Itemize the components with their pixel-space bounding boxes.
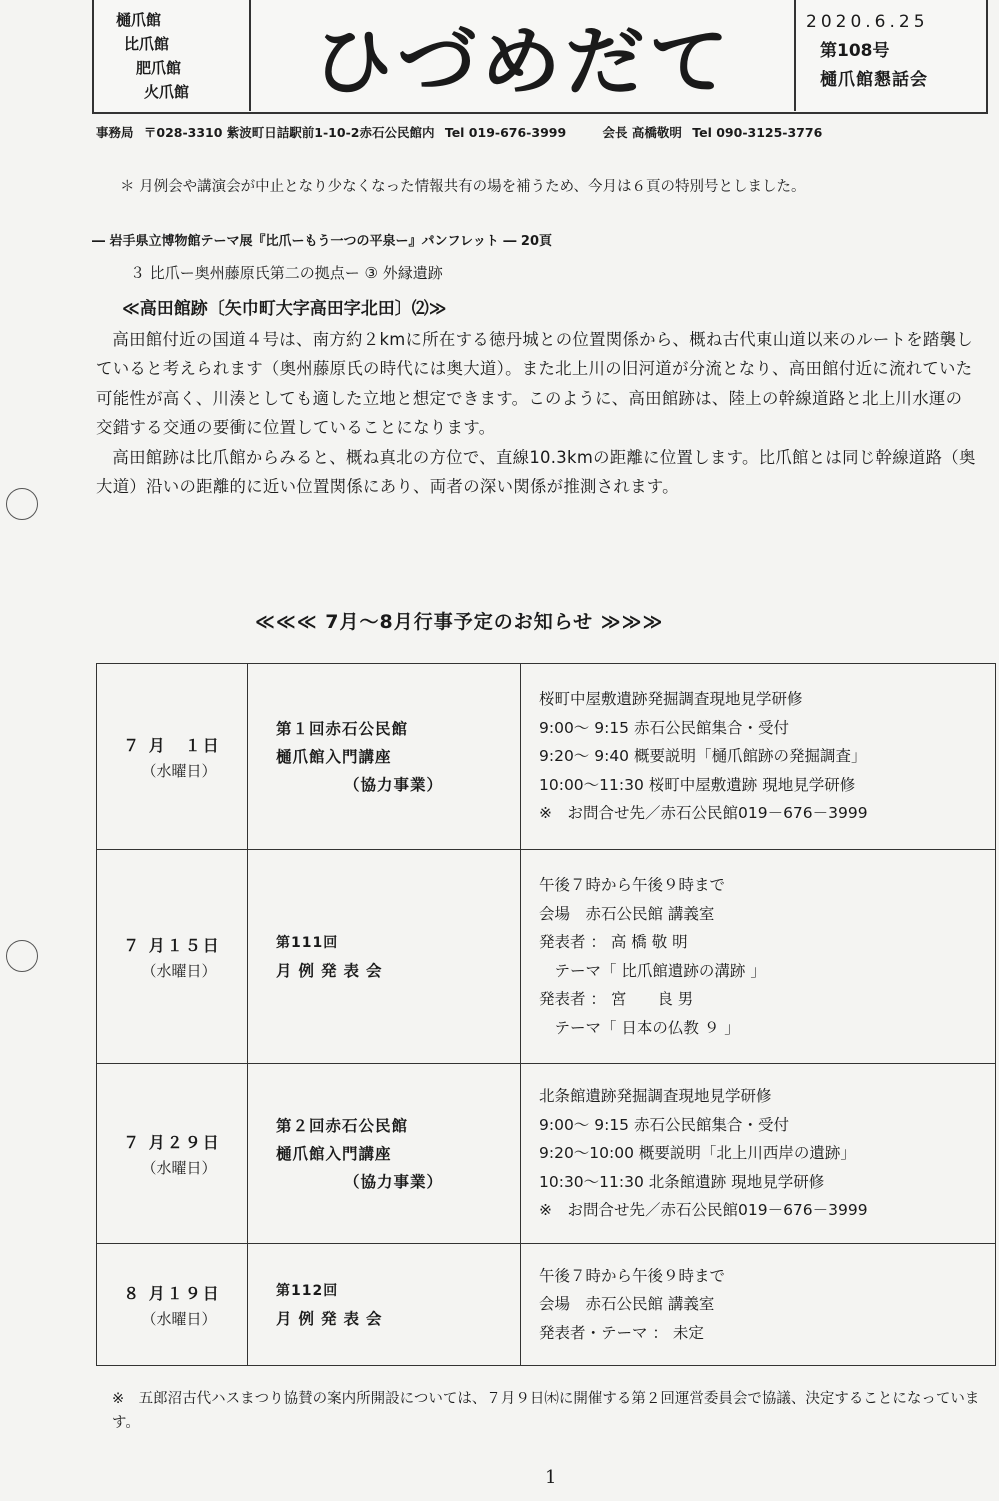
event-weekday: （水曜日） (141, 961, 217, 980)
detail-line: 10:30～11:30 北条館遺跡 現地見学研修 (539, 1172, 825, 1191)
event-title: 樋爪館入門講座 (276, 747, 392, 766)
event-title: 第２回赤石公民館 (276, 1116, 409, 1135)
punch-hole-icon (6, 488, 38, 520)
footnote: ※ 五郎沼古代ハスまつり協賛の案内所開設については、７月９日㈭に開催する第２回運営委員会で協議、決定することになっています。 (112, 1391, 980, 1431)
detail-cell (521, 1244, 996, 1366)
source-reference: ― 岩手県立博物館テーマ展『比爪ーもう一つの平泉ー』パンフレット ― 20頁 (92, 234, 553, 249)
detail-line: 桜町中屋敷遺跡発掘調査現地見学研修 (539, 690, 803, 709)
detail-line: ※ お問合せ先／赤石公民館019－676－3999 (539, 804, 868, 823)
event-title: 樋爪館入門講座 (276, 1144, 392, 1163)
detail-line: 9:00～ 9:15 赤石公民館集合・受付 (539, 1115, 789, 1134)
detail-cell (521, 664, 996, 850)
name-hizumedate-4: 火爪館 (144, 83, 190, 101)
detail-line: 発表者 ： 宮 良 男 (539, 990, 694, 1008)
detail-line: 9:20～10:00 概要説明「北上川西岸の遺跡」 (539, 1144, 856, 1163)
section-heading: ３ 比爪ー奥州藤原氏第二の拠点ー ③ 外縁遺跡 (130, 264, 443, 282)
date-cell (97, 850, 248, 1064)
detail-line: 10:00～11:30 桜町中屋敷遺跡 現地見学研修 (539, 775, 856, 794)
events-heading: ≪≪≪ 7月～8月行事予定のお知らせ ≫≫≫ (255, 611, 664, 633)
article-subtitle: ≪高田館跡〔矢巾町大字高田字北田〕⑵≫ (122, 299, 447, 319)
event-cell (248, 664, 521, 850)
detail-line: 9:20～ 9:40 概要説明「樋爪館跡の発掘調査」 (539, 747, 867, 766)
punch-hole-icon (6, 940, 38, 972)
detail-line: テーマ「 日本の仏教 ９ 」 (539, 1018, 740, 1037)
masthead-names (112, 8, 189, 104)
chair-tel: Tel 090-3125-3776 (692, 125, 823, 140)
detail-line: 午後７時から午後９時まで (539, 1266, 726, 1285)
event-title: （協力事業） (344, 775, 444, 794)
newsletter-title: ひづめだて (312, 17, 733, 106)
issue-info (806, 8, 982, 95)
event-cell (248, 1064, 521, 1244)
article-body (96, 325, 976, 501)
date-cell (97, 664, 248, 850)
event-title: 第112回 (276, 1282, 339, 1299)
detail-line: 会場 赤石公民館 講義室 (539, 1295, 715, 1314)
masthead (92, 0, 988, 114)
detail-line: 会場 赤石公民館 講義室 (539, 904, 715, 923)
event-cell (248, 850, 521, 1064)
event-weekday: （水曜日） (141, 761, 217, 780)
event-title: 第１回赤石公民館 (276, 719, 409, 738)
detail-line: 9:00～ 9:15 赤石公民館集合・受付 (539, 718, 789, 737)
chair-name: 会長 高橋敬明 (602, 125, 682, 140)
event-weekday: （水曜日） (141, 1158, 217, 1177)
event-date: ８ 月１９日 (123, 1283, 221, 1303)
event-weekday: （水曜日） (141, 1309, 217, 1328)
detail-line: 北条館遺跡発掘調査現地見学研修 (539, 1087, 772, 1106)
event-cell (248, 1244, 521, 1366)
article-paragraph: 高田館付近の国道４号は、南方約２kmに所在する徳丹城との位置関係から、概ね古代東山道以来のルートを踏襲していると考えられます（奥州藤原氏の時代には奥大道）。また北上川の旧河道が分流となり、高田館付近に流れていた可能性が高く、川湊としても適した立地と想定できます。このように、高田館跡は、陸上の幹線道路と北上川水運の交錯する交通の要衝に位置していることになります。 (96, 330, 973, 438)
schedule-row (97, 850, 996, 1064)
name-hizumedate-2: 比爪館 (124, 35, 170, 53)
detail-line: 午後７時から午後９時まで (539, 876, 726, 894)
schedule-row (97, 1244, 996, 1366)
event-title: 月例発表会 (276, 961, 389, 980)
schedule-table (96, 663, 996, 1366)
special-issue-notice: ＊ 月例会や講演会が中止となり少なくなった情報共有の場を補うため、今月は６頁の特別号としました。 (120, 179, 806, 195)
detail-line: 発表者 ： 高 橋 敬 明 (539, 933, 688, 951)
name-hizumedate-1: 樋爪館 (116, 11, 162, 29)
event-title: 第111回 (276, 934, 339, 951)
event-title: 月例発表会 (276, 1309, 389, 1328)
organization-name: 樋爪館懇話会 (820, 70, 928, 90)
issue-date: 2020.6.25 (806, 12, 929, 32)
event-date: ７ 月 １日 (123, 735, 221, 755)
issue-number: 第108号 (820, 41, 890, 61)
office-tel: Tel 019-676-3999 (444, 125, 567, 140)
name-hizumedate-3: 肥爪館 (136, 59, 182, 77)
schedule-row (97, 664, 996, 850)
event-title: （協力事業） (344, 1172, 444, 1191)
detail-line: 発表者・テーマ ： 未定 (539, 1323, 704, 1342)
detail-line: ※ お問合せ先／赤石公民館019－676－3999 (539, 1201, 868, 1220)
event-date: ７ 月２９日 (123, 1132, 221, 1152)
office-label: 事務局 (96, 125, 134, 140)
detail-cell (521, 1064, 996, 1244)
schedule-row (97, 1064, 996, 1244)
date-cell (97, 1244, 248, 1366)
date-cell (97, 1064, 248, 1244)
event-date: ７ 月１５日 (123, 935, 221, 955)
page-number: 1 (545, 1467, 557, 1488)
office-address: 〒028-3310 紫波町日詰駅前1-10-2赤石公民館内 (143, 125, 435, 140)
detail-cell (521, 850, 996, 1064)
article-paragraph: 高田館跡は比爪館からみると、概ね真北の方位で、直線10.3kmの距離に位置します。比爪館とは同じ幹線道路（奥大道）沿いの距離的に近い位置関係にあり、両者の深い関係が推測されます。 (96, 447, 976, 497)
newsletter-title-box (249, 0, 796, 111)
office-line (96, 123, 986, 141)
detail-line: テーマ「 比爪館遺跡の溝跡 」 (539, 961, 766, 980)
